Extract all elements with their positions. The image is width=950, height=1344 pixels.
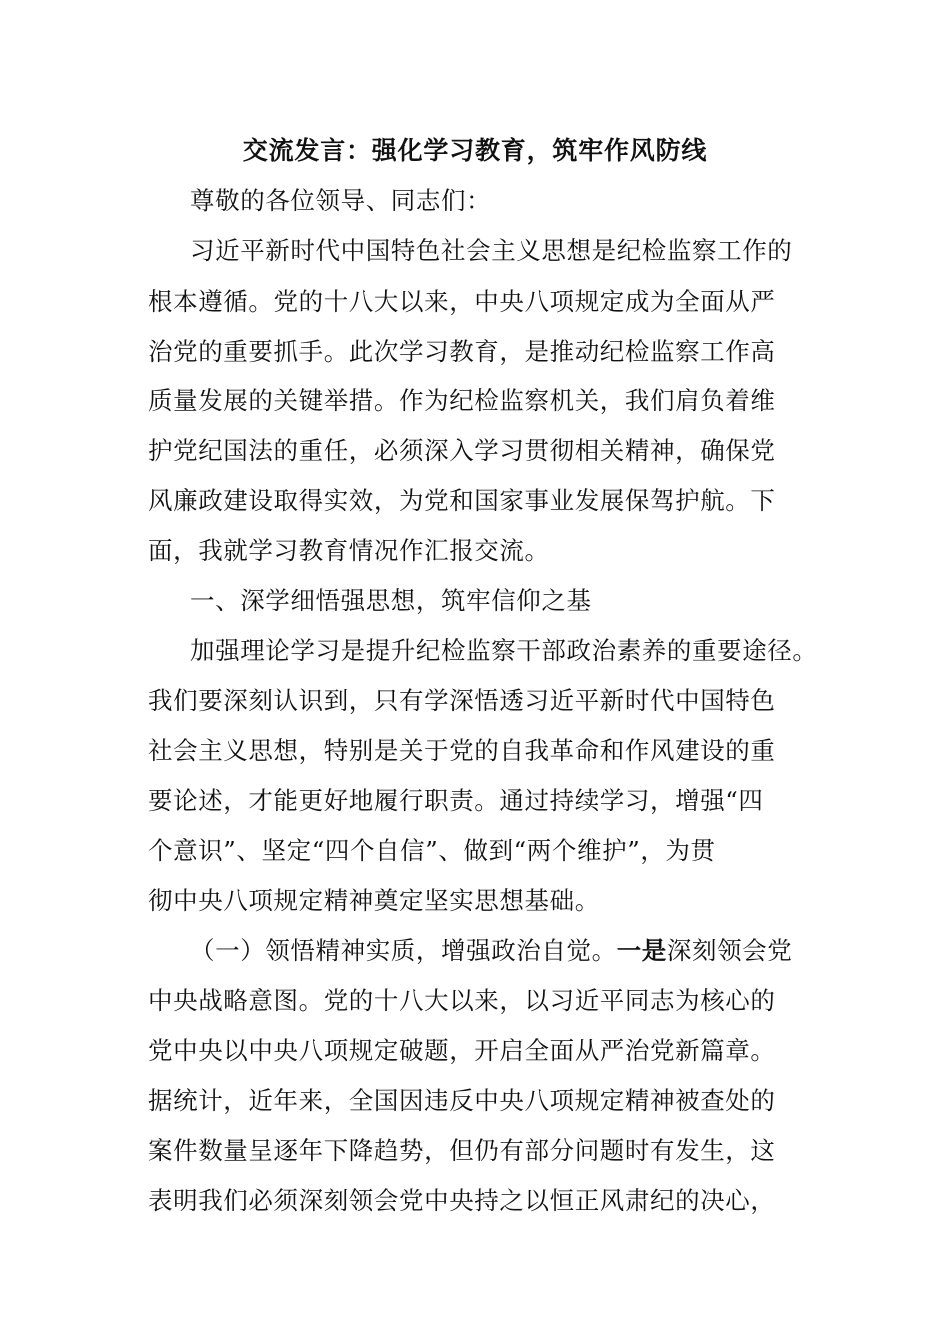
salutation: 尊敬的各位领导、同志们： <box>190 186 492 215</box>
paragraph-line: 党中央以中央八项规定破题，开启全面从严治党新篇章。 <box>148 1036 776 1065</box>
sub-heading-text: （一）领悟精神实质，增强政治自觉。 <box>190 936 617 965</box>
paragraph-line: 加强理论学习是提升纪检监察干部政治素养的重要途径。 <box>190 636 818 665</box>
paragraph-line: 要论述，才能更好地履行职责。通过持续学习，增强“四 <box>148 786 764 815</box>
paragraph-line: 据统计，近年来，全国因违反中央八项规定精神被查处的 <box>148 1086 776 1115</box>
sub-heading-line <box>190 936 792 966</box>
section-heading: 一、深学细悟强思想，筑牢信仰之基 <box>190 586 592 615</box>
paragraph-line: 根本遵循。党的十八大以来，中央八项规定成为全面从严 <box>148 287 776 316</box>
sub-heading-continuation: 深刻领会党 <box>666 936 793 965</box>
paragraph-line: 习近平新时代中国特色社会主义思想是纪检监察工作的 <box>190 236 793 265</box>
paragraph-line: 中央战略意图。党的十八大以来，以习近平同志为核心的 <box>148 986 776 1015</box>
paragraph-line: 护党纪国法的重任，必须深入学习贯彻相关精神，确保党 <box>148 436 776 465</box>
paragraph-line: 表明我们必须深刻领会党中央持之以恒正风肃纪的决心， <box>148 1186 776 1215</box>
paragraph-line: 风廉政建设取得实效，为党和国家事业发展保驾护航。下 <box>148 486 776 515</box>
paragraph-line: 我们要深刻认识到，只有学深悟透习近平新时代中国特色 <box>148 686 776 715</box>
paragraph-line: 面，我就学习教育情况作汇报交流。 <box>148 536 550 565</box>
paragraph-line: 质量发展的关键举措。作为纪检监察机关，我们肩负着维 <box>148 386 776 415</box>
paragraph-line: 个意识”、坚定“四个自信”、做到“两个维护”，为贯 <box>148 836 716 865</box>
paragraph-line: 治党的重要抓手。此次学习教育，是推动纪检监察工作高 <box>148 337 776 366</box>
sub-heading-emphasis: 一是 <box>616 936 667 965</box>
paragraph-line: 社会主义思想，特别是关于党的自我革命和作风建设的重 <box>148 736 776 765</box>
paragraph-line: 案件数量呈逐年下降趋势，但仍有部分问题时有发生，这 <box>148 1136 776 1165</box>
document-title: 交流发言：强化学习教育，筑牢作风防线 <box>242 136 708 165</box>
paragraph-line: 彻中央八项规定精神奠定坚实思想基础。 <box>148 886 600 915</box>
